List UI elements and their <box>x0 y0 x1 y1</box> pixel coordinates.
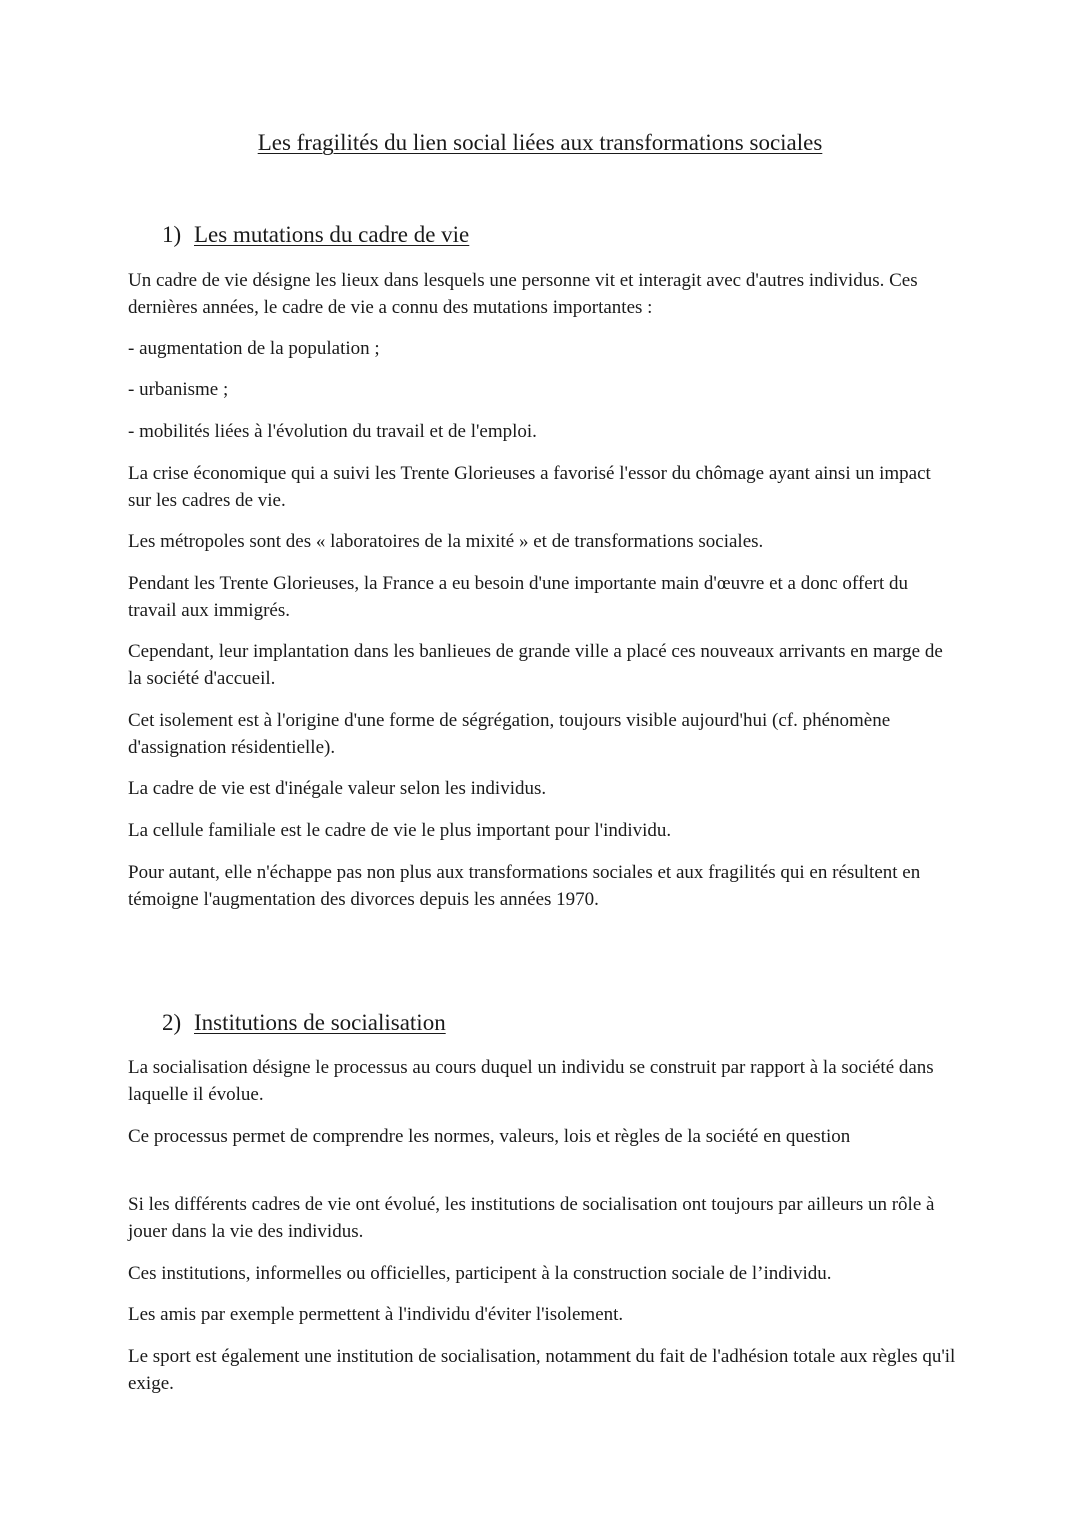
paragraph: Le sport est également une institution de socialisation, notamment du fait de l'adhésion totale aux règles qu'il exige. <box>128 1346 956 1394</box>
paragraph: La cellule familiale est le cadre de vie le plus important pour l'individu. <box>128 820 672 841</box>
paragraph-block <box>128 461 958 514</box>
paragraph-block <box>128 776 958 803</box>
paragraph-block <box>128 818 958 845</box>
paragraph-block <box>128 860 958 913</box>
section-2-title: Institutions de socialisation <box>194 1010 446 1035</box>
paragraph: La cadre de vie est d'inégale valeur selon les individus. <box>128 778 547 799</box>
paragraph: Ces institutions, informelles ou officielles, participent à la construction sociale de l’individu. <box>128 1263 832 1284</box>
paragraph-block <box>128 1344 958 1397</box>
section-1-heading <box>162 222 469 248</box>
paragraph-block <box>128 708 958 761</box>
paragraph-block <box>128 1192 958 1245</box>
paragraph: Un cadre de vie désigne les lieux dans lesquels une personne vit et interagit avec d'autres individus. Ces dernières années, le cadre de vie a connu des mutations importantes : <box>128 270 918 318</box>
list-item <box>128 377 958 404</box>
paragraph: Pendant les Trente Glorieuses, la France a eu besoin d'une importante main d'œuvre et a donc offert du travail aux immigrés. <box>128 573 909 621</box>
section-2-number: 2) <box>162 1010 182 1035</box>
paragraph: La socialisation désigne le processus au cours duquel un individu se construit par rapport à la société dans laquelle il évolue. <box>128 1057 934 1105</box>
paragraph-block <box>128 1124 958 1151</box>
paragraph-block <box>128 1261 958 1288</box>
section-2-heading <box>162 1010 446 1036</box>
paragraph: - urbanisme ; <box>128 379 229 400</box>
paragraph: Cet isolement est à l'origine d'une forme de ségrégation, toujours visible aujourd'hui (cf. phénomène d'assignation résidentielle). <box>128 710 891 758</box>
paragraph: Les amis par exemple permettent à l'individu d'éviter l'isolement. <box>128 1304 624 1325</box>
list-item <box>128 336 958 363</box>
section-1-body <box>128 268 958 321</box>
paragraph-block <box>128 1302 958 1329</box>
document-title: Les fragilités du lien social liées aux transformations sociales <box>257 130 823 155</box>
paragraph: Cependant, leur implantation dans les banlieues de grande ville a placé ces nouveaux arrivants en marge de la société d'accueil. <box>128 641 943 689</box>
paragraph: - augmentation de la population ; <box>128 338 380 359</box>
paragraph: Si les différents cadres de vie ont évolué, les institutions de socialisation ont toujours par ailleurs un rôle à jouer dans la vie des individus. <box>128 1194 935 1242</box>
paragraph: La crise économique qui a suivi les Trente Glorieuses a favorisé l'essor du chômage ayant ainsi un impact sur les cadres de vie. <box>128 463 931 511</box>
section-1-number: 1) <box>162 222 182 247</box>
paragraph: - mobilités liées à l'évolution du travail et de l'emploi. <box>128 421 537 442</box>
paragraph-block <box>128 639 958 692</box>
section-1-title: Les mutations du cadre de vie <box>194 222 470 247</box>
paragraph-block <box>128 1055 958 1108</box>
paragraph: Pour autant, elle n'échappe pas non plus aux transformations sociales et aux fragilités qui en résultent en témoigne l'augmentation des divorces depuis les années 1970. <box>128 862 921 910</box>
paragraph-block <box>128 571 958 624</box>
paragraph-block <box>128 529 958 556</box>
paragraph: Les métropoles sont des « laboratoires de la mixité » et de transformations sociales. <box>128 531 764 552</box>
list-item <box>128 419 958 446</box>
paragraph: Ce processus permet de comprendre les normes, valeurs, lois et règles de la société en question <box>128 1126 851 1147</box>
